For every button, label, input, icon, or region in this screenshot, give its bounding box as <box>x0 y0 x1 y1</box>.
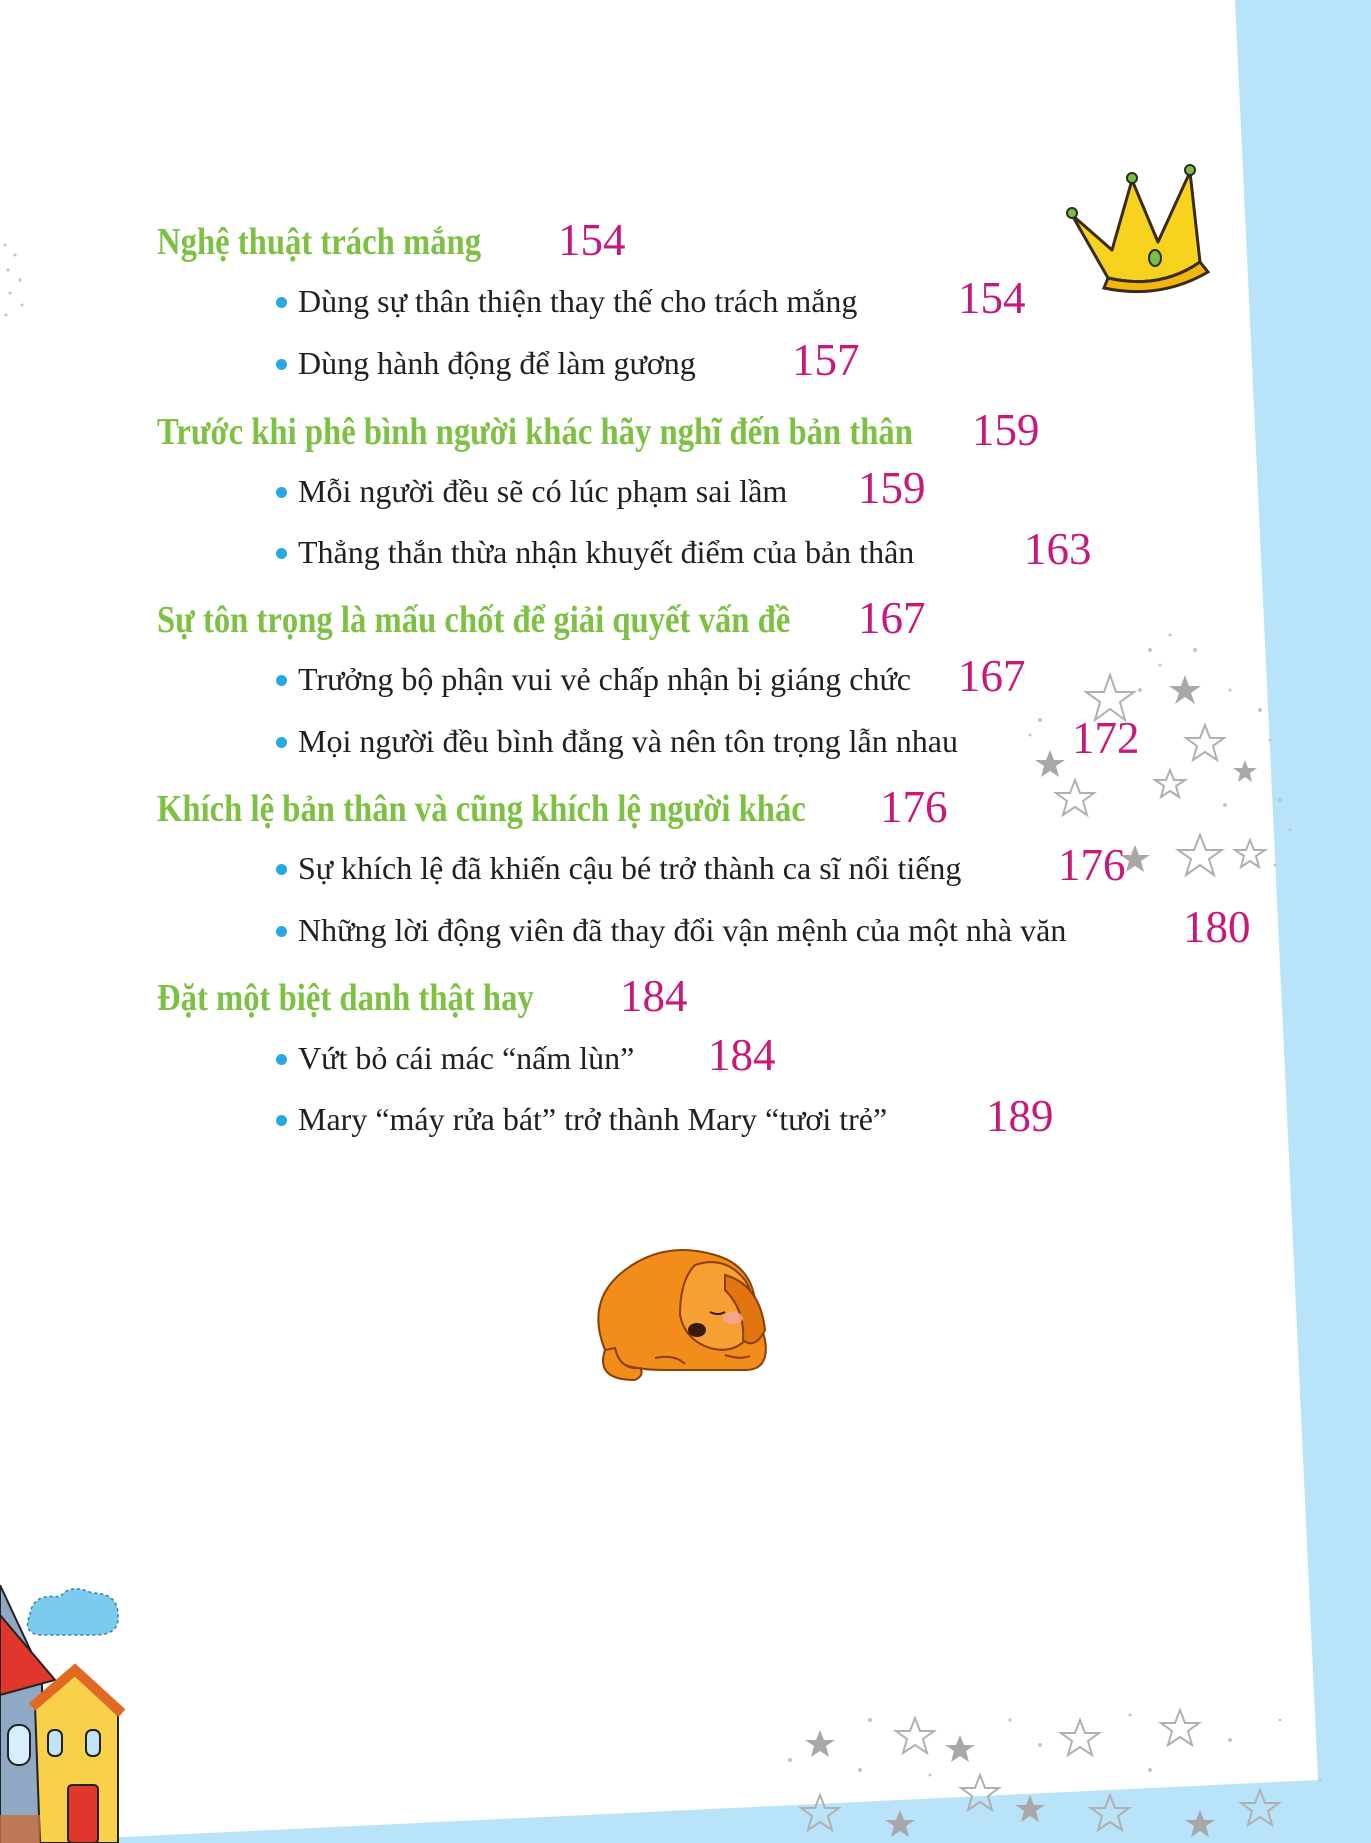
bullet-icon <box>276 675 287 686</box>
item-page-number: 167 <box>958 651 1026 701</box>
section-page-number: 154 <box>558 215 626 265</box>
section-page-number: 159 <box>972 405 1040 455</box>
item-page-number: 159 <box>858 463 926 513</box>
section-title: Nghệ thuật trách mắng <box>157 221 482 263</box>
section-title: Sự tôn trọng là mấu chốt để giải quyết vấn đề <box>157 599 791 641</box>
item-page-number: 184 <box>708 1030 776 1080</box>
toc-item: Mọi người đều bình đẳng và nên tôn trọng lẫn nhau <box>298 723 958 759</box>
item-page-number: 189 <box>986 1091 1054 1141</box>
section-title: Trước khi phê bình người khác hãy nghĩ đến bản thân <box>157 411 913 453</box>
bullet-icon <box>276 737 287 748</box>
toc-item: Thẳng thắn thừa nhận khuyết điểm của bản thân <box>298 534 915 570</box>
bullet-icon <box>276 359 287 370</box>
item-page-number: 172 <box>1072 713 1140 763</box>
section-page-number: 176 <box>880 782 948 832</box>
toc-item: Trưởng bộ phận vui vẻ chấp nhận bị giáng chức <box>298 661 911 697</box>
toc-item: Dùng sự thân thiện thay thế cho trách mắng <box>298 283 858 319</box>
bullet-icon <box>276 297 287 308</box>
star-sparkles-bottom <box>780 1700 1370 1843</box>
section-title: Khích lệ bản thân và cũng khích lệ người khác <box>157 788 806 830</box>
bullet-icon <box>276 487 287 498</box>
bullet-icon <box>276 1054 287 1065</box>
bullet-icon <box>276 926 287 937</box>
section-title: Đặt một biệt danh thật hay <box>157 977 534 1019</box>
item-page-number: 180 <box>1183 902 1251 952</box>
item-page-number: 154 <box>958 273 1026 323</box>
houses-illustration <box>0 1585 125 1843</box>
item-page-number: 157 <box>792 335 860 385</box>
sleeping-dog-illustration <box>585 1230 795 1390</box>
toc-item: Mary “máy rửa bát” trở thành Mary “tươi trẻ” <box>298 1101 888 1137</box>
crown-illustration <box>1060 150 1230 300</box>
section-page-number: 167 <box>858 593 926 643</box>
toc-item: Vứt bỏ cái mác “nấm lùn” <box>298 1040 635 1076</box>
bullet-icon <box>276 1115 287 1126</box>
section-page-number: 184 <box>620 971 688 1021</box>
item-page-number: 176 <box>1058 840 1126 890</box>
toc-item: Những lời động viên đã thay đổi vận mệnh của một nhà văn <box>298 912 1067 948</box>
dot-sparkles-left <box>0 235 30 325</box>
bullet-icon <box>276 548 287 559</box>
toc-item: Sự khích lệ đã khiến cậu bé trở thành ca sĩ nổi tiếng <box>298 850 962 886</box>
item-page-number: 163 <box>1024 524 1092 574</box>
toc-item: Mỗi người đều sẽ có lúc phạm sai lầm <box>298 473 788 509</box>
toc-item: Dùng hành động để làm gương <box>298 345 696 381</box>
bullet-icon <box>276 864 287 875</box>
